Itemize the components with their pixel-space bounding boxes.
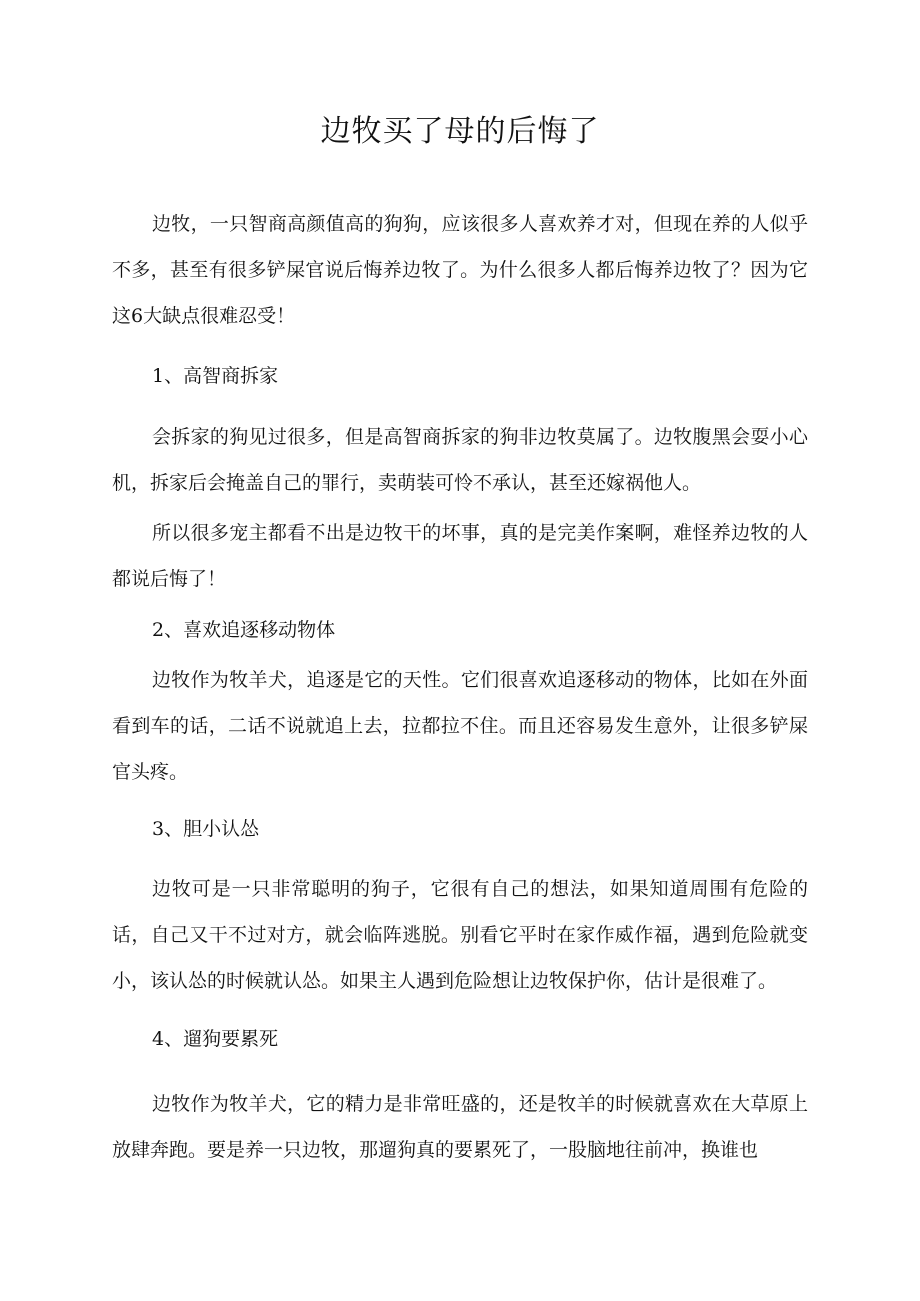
section-1-heading: 1、高智商拆家 <box>152 365 279 387</box>
section-2-heading: 2、喜欢追逐移动物体 <box>152 619 336 641</box>
section-1-paragraph-2: 所以很多宠主都看不出是边牧干的坏事，真的是完美作案啊，难怪养边牧的人都说后悔了！ <box>112 522 808 590</box>
section-3-paragraph-1: 边牧可是一只非常聪明的狗子，它很有自己的想法，如果知道周围有危险的话，自己又干不过对方，就会临阵逃脱。别看它平时在家作威作福，遇到危险就变小，该认怂的时候就认怂。如果主人遇到危险想让边牧保护你，估计是很难了。 <box>112 878 808 992</box>
document-title: 边牧买了母的后悔了 <box>320 114 600 149</box>
section-4-heading: 4、遛狗要累死 <box>152 1028 279 1050</box>
section-1-paragraph-1: 会拆家的狗见过很多，但是高智商拆家的狗非边牧莫属了。边牧腹黑会耍小心机，拆家后会掩盖自己的罪行，卖萌装可怜不承认，甚至还嫁祸他人。 <box>112 426 808 494</box>
intro-paragraph: 边牧，一只智商高颜值高的狗狗，应该很多人喜欢养才对，但现在养的人似乎不多，甚至有很多铲屎官说后悔养边牧了。为什么很多人都后悔养边牧了？因为它这6大缺点很难忍受！ <box>112 213 808 327</box>
section-2-paragraph-1: 边牧作为牧羊犬，追逐是它的天性。它们很喜欢追逐移动的物体，比如在外面看到车的话，二话不说就追上去，拉都拉不住。而且还容易发生意外，让很多铲屎官头疼。 <box>112 669 808 783</box>
section-4-paragraph-1: 边牧作为牧羊犬，它的精力是非常旺盛的，还是牧羊的时候就喜欢在大草原上放肆奔跑。要是养一只边牧，那遛狗真的要累死了，一股脑地往前冲，换谁也 <box>112 1093 808 1161</box>
section-3-heading: 3、胆小认怂 <box>152 818 260 840</box>
